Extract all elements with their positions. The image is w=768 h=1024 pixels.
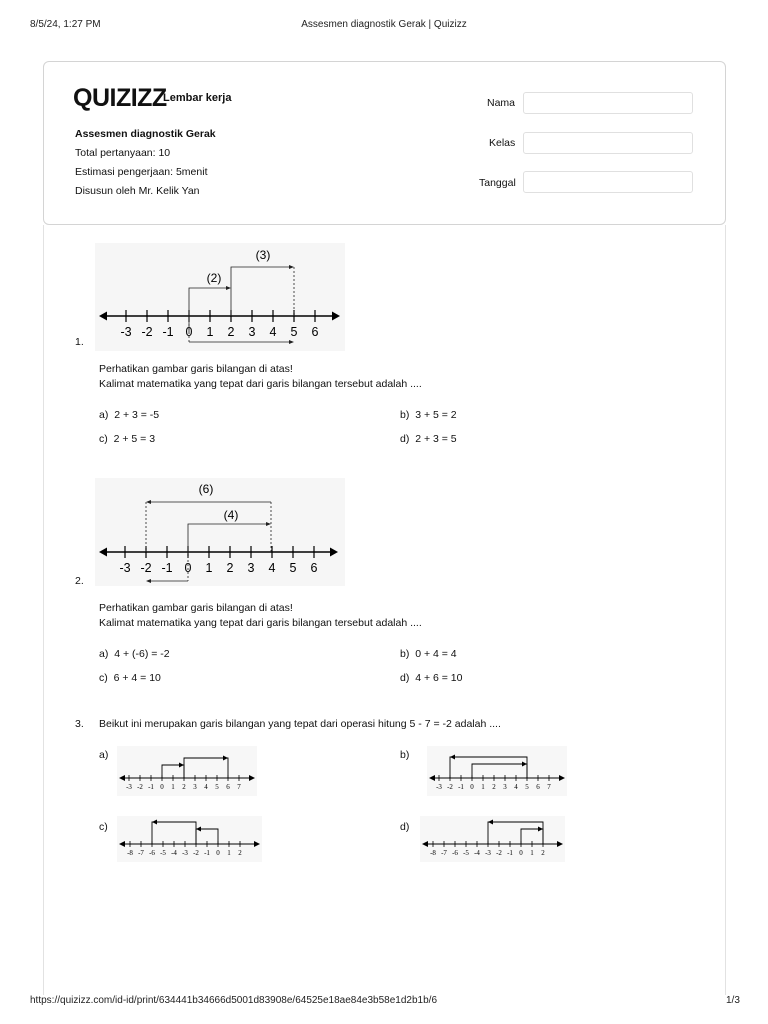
q1-tick-label: 2	[227, 325, 235, 339]
tick-label: 0	[470, 783, 474, 791]
q1-option-d-letter: d)	[400, 433, 410, 445]
total-questions: Total pertanyaan: 10	[75, 147, 171, 159]
tick-label: 4	[514, 783, 518, 791]
tick-label: -7	[138, 849, 144, 857]
q3-option-d-figure[interactable]	[420, 816, 565, 862]
q1-tick-label: 6	[311, 325, 319, 339]
q2-prompt-line1: Perhatikan gambar garis bilangan di atas!	[99, 602, 293, 614]
q3-option-b-letter[interactable]: b)	[400, 749, 410, 761]
tick-label: 2	[238, 849, 242, 857]
q2-option-b-text: 0 + 4 = 4	[415, 648, 457, 660]
tick-label: -7	[441, 849, 447, 857]
q1-number-line-figure	[95, 243, 345, 351]
q2-option-b-letter: b)	[400, 648, 410, 660]
name-field[interactable]	[523, 92, 693, 114]
tick-label: -3	[182, 849, 188, 857]
print-url: https://quizizz.com/id-id/print/634441b34666d5001d83908e/64525e18ae84e3b58e1d2b1b/6	[30, 995, 438, 1006]
q2-jump-label-4: (4)	[223, 508, 239, 522]
tick-label: 0	[160, 783, 164, 791]
tick-label: 1	[530, 849, 534, 857]
tick-label: -4	[171, 849, 177, 857]
q3-prompt: Beikut ini merupakan garis bilangan yang tepat dari operasi hitung 5 - 7 = -2 adalah ....	[99, 718, 501, 730]
tick-label: -8	[430, 849, 436, 857]
q1-jump-label-3: (3)	[255, 248, 271, 262]
author: Disusun oleh Mr. Kelik Yan	[75, 185, 200, 197]
q1-option-b[interactable]	[400, 409, 457, 421]
q1-option-a-letter: a)	[99, 409, 109, 421]
q1-jump-label-2: (2)	[206, 271, 222, 285]
q2-tick-label: 6	[310, 561, 318, 575]
tick-label: 1	[171, 783, 175, 791]
q3-option-b-figure[interactable]	[427, 746, 567, 796]
q2-tick-label: 0	[184, 561, 192, 575]
tick-label: 5	[215, 783, 219, 791]
q1-tick-label: 0	[185, 325, 193, 339]
tick-label: 3	[193, 783, 197, 791]
q2-option-a-letter: a)	[99, 648, 109, 660]
q1-tick-label: 4	[269, 325, 277, 339]
tick-label: -6	[149, 849, 155, 857]
tick-label: -3	[126, 783, 132, 791]
tick-label: -2	[496, 849, 502, 857]
q1-option-d[interactable]	[400, 433, 457, 445]
q2-tick-label: -3	[119, 561, 131, 575]
quiz-title: Assesmen diagnostik Gerak	[75, 128, 216, 140]
q2-tick-label: -1	[161, 561, 173, 575]
tick-label: 0	[519, 849, 523, 857]
tick-label: 6	[226, 783, 230, 791]
q1-option-b-text: 3 + 5 = 2	[415, 409, 457, 421]
q2-tick-label: 3	[247, 561, 255, 575]
tick-label: -2	[447, 783, 453, 791]
q3-option-d-letter[interactable]: d)	[400, 821, 410, 833]
q2-option-d-text: 4 + 6 = 10	[415, 672, 463, 684]
class-field[interactable]	[523, 132, 693, 154]
q1-option-a-text: 2 + 3 = -5	[114, 409, 160, 421]
q1-tick-label: -3	[120, 325, 132, 339]
tick-label: 4	[204, 783, 208, 791]
tick-label: 3	[503, 783, 507, 791]
tick-label: -6	[452, 849, 458, 857]
q2-prompt-line2: Kalimat matematika yang tepat dari garis bilangan tersebut adalah ....	[99, 617, 422, 629]
tick-label: 7	[547, 783, 551, 791]
q2-option-d-letter: d)	[400, 672, 410, 684]
q1-tick-label: -2	[141, 325, 153, 339]
tick-label: -1	[204, 849, 210, 857]
tick-label: 2	[182, 783, 186, 791]
q2-option-a[interactable]	[99, 648, 170, 660]
tick-label: -5	[160, 849, 166, 857]
q1-prompt-line1: Perhatikan gambar garis bilangan di atas!	[99, 363, 293, 375]
q1-tick-label: -1	[162, 325, 174, 339]
q2-tick-label: 4	[268, 561, 276, 575]
tick-label: -2	[193, 849, 199, 857]
q1-option-b-letter: b)	[400, 409, 410, 421]
print-timestamp: 8/5/24, 1:27 PM	[30, 19, 101, 30]
tick-label: -2	[137, 783, 143, 791]
tick-label: 1	[227, 849, 231, 857]
q2-number: 2.	[75, 575, 84, 587]
tick-label: -8	[127, 849, 133, 857]
name-label: Nama	[487, 97, 516, 109]
q1-option-d-text: 2 + 3 = 5	[415, 433, 457, 445]
q3-number: 3.	[75, 718, 84, 730]
q2-jump-label-6: (6)	[198, 482, 214, 496]
class-label: Kelas	[489, 137, 516, 149]
tick-label: -3	[436, 783, 442, 791]
print-page-counter: 1/3	[726, 995, 740, 1006]
q2-option-c[interactable]	[99, 672, 161, 684]
q1-option-c-letter: c)	[99, 433, 108, 445]
tick-label: -1	[148, 783, 154, 791]
date-label: Tanggal	[479, 177, 516, 189]
tick-label: 2	[541, 849, 545, 857]
q3-option-c-figure[interactable]	[117, 816, 262, 862]
tick-label: 5	[525, 783, 529, 791]
q1-tick-label: 5	[290, 325, 298, 339]
q1-option-c[interactable]	[99, 433, 155, 445]
tick-label: 0	[216, 849, 220, 857]
q2-option-d[interactable]	[400, 672, 462, 684]
tick-label: -1	[458, 783, 464, 791]
q2-option-a-text: 4 + (-6) = -2	[114, 648, 170, 660]
estimated-time: Estimasi pengerjaan: 5menit	[75, 166, 208, 178]
q2-tick-label: 5	[289, 561, 297, 575]
q2-tick-label: -2	[140, 561, 152, 575]
q2-option-b[interactable]	[400, 648, 457, 660]
tick-label: 6	[536, 783, 540, 791]
q1-option-c-text: 2 + 5 = 3	[113, 433, 156, 445]
tick-label: 7	[237, 783, 241, 791]
q2-tick-label: 2	[226, 561, 234, 575]
q3-option-a-figure[interactable]	[117, 746, 257, 796]
q1-number: 1.	[75, 336, 84, 348]
quizizz-logo: QUIZIZZ	[73, 84, 167, 112]
q1-tick-label: 3	[248, 325, 256, 339]
q3-option-a-letter[interactable]: a)	[99, 749, 109, 761]
tick-label: -4	[474, 849, 480, 857]
q3-option-c-letter[interactable]: c)	[99, 821, 108, 833]
q1-option-a[interactable]	[99, 409, 159, 421]
tick-label: -1	[507, 849, 513, 857]
q2-option-c-letter: c)	[99, 672, 108, 684]
worksheet-subtitle: Lembar kerja	[163, 92, 232, 104]
print-page-title: Assesmen diagnostik Gerak | Quizizz	[301, 19, 467, 30]
tick-label: -3	[485, 849, 491, 857]
q2-tick-label: 1	[205, 561, 213, 575]
q1-prompt-line2: Kalimat matematika yang tepat dari garis bilangan tersebut adalah ....	[99, 378, 422, 390]
q2-option-c-text: 6 + 4 = 10	[113, 672, 161, 684]
tick-label: 1	[481, 783, 485, 791]
q2-number-line-figure	[95, 478, 345, 586]
date-field[interactable]	[523, 171, 693, 193]
q1-tick-label: 1	[206, 325, 214, 339]
tick-label: -5	[463, 849, 469, 857]
tick-label: 2	[492, 783, 496, 791]
